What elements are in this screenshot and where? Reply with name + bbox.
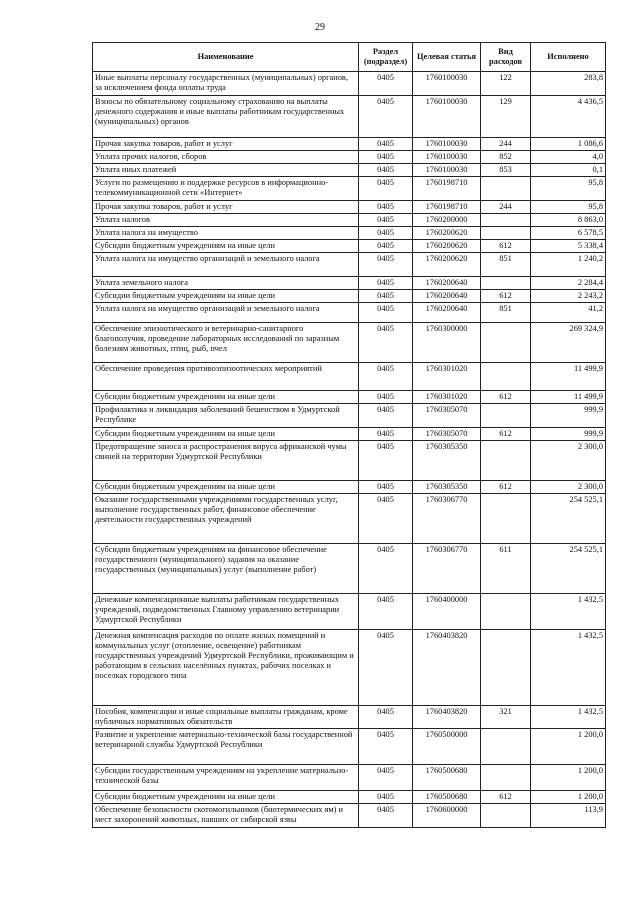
table-row xyxy=(93,363,606,391)
cell-name: Субсидии бюджетным учреждениям на иные цели xyxy=(93,428,359,441)
cell-kind xyxy=(481,323,531,363)
cell-article: 1760300000 xyxy=(413,323,481,363)
table-row xyxy=(93,544,606,594)
cell-executed: 8 863,0 xyxy=(531,214,606,227)
table-row xyxy=(93,404,606,428)
cell-section: 0405 xyxy=(359,240,413,253)
cell-executed: 4,0 xyxy=(531,151,606,164)
cell-article: 1760200620 xyxy=(413,227,481,240)
cell-kind xyxy=(481,729,531,765)
cell-name: Уплата прочих налогов, сборов xyxy=(93,151,359,164)
cell-executed: 1 432,5 xyxy=(531,630,606,706)
cell-executed: 269 324,9 xyxy=(531,323,606,363)
cell-name: Уплата налогов xyxy=(93,214,359,227)
cell-name: Субсидии бюджетным учреждениям на финансовое обеспечение государственного (муниципального) задания на оказание государственных (муниципальных) услуг (выполнение работ) xyxy=(93,544,359,594)
cell-article: 1760100030 xyxy=(413,151,481,164)
cell-name: Предотвращение заноса и распространения вируса африканской чумы свиней на территории Удмуртской Республики xyxy=(93,441,359,481)
cell-name: Услуги по размещению и поддержке ресурсов в информационно-телекоммуникационной сети «Интернет» xyxy=(93,177,359,201)
cell-kind: 612 xyxy=(481,428,531,441)
cell-name: Уплата земельного налога xyxy=(93,277,359,290)
cell-article: 1760200640 xyxy=(413,277,481,290)
cell-article: 1760500000 xyxy=(413,729,481,765)
cell-name: Профилактика и ликвидация заболеваний бешенством в Удмуртской Республике xyxy=(93,404,359,428)
cell-name: Обеспечение проведения противоэпизоотических мероприятий xyxy=(93,363,359,391)
cell-kind: 122 xyxy=(481,72,531,96)
table-row xyxy=(93,323,606,363)
cell-name: Обеспечение эпизоотического и ветеринарно-санитарного благополучия, проведение лабораторных исследований по заразным болезням животных, птиц, рыб, пчел xyxy=(93,323,359,363)
cell-executed: 254 525,1 xyxy=(531,494,606,544)
page-number: 29 xyxy=(315,22,325,33)
cell-article: 1760198710 xyxy=(413,201,481,214)
cell-section: 0405 xyxy=(359,391,413,404)
table-row xyxy=(93,706,606,729)
cell-executed: 283,8 xyxy=(531,72,606,96)
cell-kind: 321 xyxy=(481,706,531,729)
cell-kind xyxy=(481,494,531,544)
cell-kind xyxy=(481,404,531,428)
cell-kind: 612 xyxy=(481,391,531,404)
cell-name: Субсидии бюджетным учреждениям на иные цели xyxy=(93,391,359,404)
cell-kind xyxy=(481,363,531,391)
cell-executed: 95,8 xyxy=(531,177,606,201)
table-row xyxy=(93,428,606,441)
cell-section: 0405 xyxy=(359,791,413,804)
cell-article: 1760100030 xyxy=(413,72,481,96)
cell-executed: 11 499,9 xyxy=(531,391,606,404)
cell-executed: 1 200,0 xyxy=(531,729,606,765)
cell-name: Прочая закупка товаров, работ и услуг xyxy=(93,201,359,214)
table-header-row xyxy=(93,43,606,72)
header-kind: Вид расходов xyxy=(481,43,531,72)
cell-article: 1760305350 xyxy=(413,441,481,481)
cell-executed: 2 284,4 xyxy=(531,277,606,290)
cell-executed: 41,2 xyxy=(531,303,606,323)
cell-article: 1760200620 xyxy=(413,253,481,277)
cell-executed: 1 432,5 xyxy=(531,594,606,630)
cell-name: Уплата налога на имущество организаций и земельного налога xyxy=(93,303,359,323)
cell-kind xyxy=(481,804,531,828)
cell-executed: 11 499,9 xyxy=(531,363,606,391)
cell-kind xyxy=(481,177,531,201)
table-row xyxy=(93,214,606,227)
table-row xyxy=(93,391,606,404)
cell-section: 0405 xyxy=(359,594,413,630)
cell-kind xyxy=(481,594,531,630)
cell-name: Обеспечение безопасности скотомогильников (биотермических ям) и мест захоронений животных, павших от сибирской язвы xyxy=(93,804,359,828)
cell-name: Субсидии бюджетным учреждениям на иные цели xyxy=(93,240,359,253)
cell-article: 1760305070 xyxy=(413,404,481,428)
cell-kind: 129 xyxy=(481,96,531,138)
cell-article: 1760200620 xyxy=(413,240,481,253)
cell-kind: 612 xyxy=(481,481,531,494)
table-row xyxy=(93,441,606,481)
cell-kind: 244 xyxy=(481,201,531,214)
cell-name: Субсидии бюджетным учреждениям на иные цели xyxy=(93,481,359,494)
cell-section: 0405 xyxy=(359,765,413,791)
cell-executed: 0,1 xyxy=(531,164,606,177)
cell-executed: 6 578,5 xyxy=(531,227,606,240)
cell-section: 0405 xyxy=(359,151,413,164)
cell-kind xyxy=(481,630,531,706)
cell-executed: 1 086,6 xyxy=(531,138,606,151)
table-row xyxy=(93,630,606,706)
cell-section: 0405 xyxy=(359,290,413,303)
cell-name: Денежные компенсационные выплаты работникам государственных учреждений, подведомственных Главному управлению ветеринарии Удмуртской Республики xyxy=(93,594,359,630)
cell-name: Субсидии бюджетным учреждениям на иные цели xyxy=(93,290,359,303)
cell-executed: 95,8 xyxy=(531,201,606,214)
cell-article: 1760305350 xyxy=(413,481,481,494)
cell-kind xyxy=(481,765,531,791)
cell-kind xyxy=(481,214,531,227)
cell-executed: 2 300,0 xyxy=(531,481,606,494)
cell-name: Пособия, компенсации и иные социальные выплаты гражданам, кроме публичных нормативных обязательств xyxy=(93,706,359,729)
cell-name: Развитие и укрепление материально-технической базы государственной ветеринарной службы Удмуртской Республики xyxy=(93,729,359,765)
cell-section: 0405 xyxy=(359,494,413,544)
cell-section: 0405 xyxy=(359,72,413,96)
cell-section: 0405 xyxy=(359,729,413,765)
cell-article: 1760305070 xyxy=(413,428,481,441)
cell-article: 1760200000 xyxy=(413,214,481,227)
table-row xyxy=(93,290,606,303)
cell-article: 1760200640 xyxy=(413,303,481,323)
cell-article: 1760301020 xyxy=(413,391,481,404)
cell-section: 0405 xyxy=(359,630,413,706)
table-row xyxy=(93,804,606,828)
cell-section: 0405 xyxy=(359,481,413,494)
cell-section: 0405 xyxy=(359,201,413,214)
cell-section: 0405 xyxy=(359,164,413,177)
cell-executed: 113,9 xyxy=(531,804,606,828)
table-row xyxy=(93,494,606,544)
cell-executed: 1 432,5 xyxy=(531,706,606,729)
cell-name: Денежная компенсация расходов по оплате жилых помещений и коммунальных услуг (отопление, освещение) работникам государственных учреждений Удмуртской Республики, проживающим и работающим в сельских населённых пунктах, рабочих поселках и поселках городского типа xyxy=(93,630,359,706)
cell-name: Уплата иных платежей xyxy=(93,164,359,177)
cell-kind: 851 xyxy=(481,253,531,277)
table-row xyxy=(93,96,606,138)
cell-kind: 853 xyxy=(481,164,531,177)
cell-kind: 612 xyxy=(481,290,531,303)
cell-name: Прочая закупка товаров, работ и услуг xyxy=(93,138,359,151)
table-row xyxy=(93,303,606,323)
table-row xyxy=(93,277,606,290)
cell-section: 0405 xyxy=(359,214,413,227)
table-row xyxy=(93,227,606,240)
cell-name: Уплата налога на имущество организаций и земельного налога xyxy=(93,253,359,277)
cell-section: 0405 xyxy=(359,303,413,323)
budget-table xyxy=(92,42,606,828)
cell-name: Оказание государственными учреждениями государственных услуг, выполнение государственных работ, финансовое обеспечение деятельности государственных учреждений xyxy=(93,494,359,544)
cell-article: 1760198710 xyxy=(413,177,481,201)
cell-kind: 612 xyxy=(481,791,531,804)
table-row xyxy=(93,765,606,791)
header-article: Целевая статья xyxy=(413,43,481,72)
cell-kind xyxy=(481,441,531,481)
cell-executed: 1 240,2 xyxy=(531,253,606,277)
cell-article: 1760100030 xyxy=(413,96,481,138)
cell-name: Субсидии государственным учреждениям на укрепление материально-технической базы xyxy=(93,765,359,791)
cell-section: 0405 xyxy=(359,706,413,729)
cell-article: 1760403820 xyxy=(413,630,481,706)
cell-executed: 2 243,2 xyxy=(531,290,606,303)
header-section: Раздел (подраздел) xyxy=(359,43,413,72)
cell-section: 0405 xyxy=(359,323,413,363)
table-row xyxy=(93,240,606,253)
table-row xyxy=(93,201,606,214)
cell-article: 1760600000 xyxy=(413,804,481,828)
cell-kind: 851 xyxy=(481,303,531,323)
cell-name: Субсидии бюджетным учреждениям на иные цели xyxy=(93,791,359,804)
cell-section: 0405 xyxy=(359,253,413,277)
cell-article: 1760500680 xyxy=(413,765,481,791)
cell-section: 0405 xyxy=(359,441,413,481)
cell-article: 1760200640 xyxy=(413,290,481,303)
table-row xyxy=(93,481,606,494)
cell-name: Иные выплаты персоналу государственных (муниципальных) органов, за исключением фонда оплаты труда xyxy=(93,72,359,96)
cell-kind: 244 xyxy=(481,138,531,151)
table-body xyxy=(93,72,606,828)
cell-kind xyxy=(481,227,531,240)
cell-article: 1760100030 xyxy=(413,138,481,151)
cell-section: 0405 xyxy=(359,804,413,828)
cell-kind xyxy=(481,277,531,290)
cell-article: 1760306770 xyxy=(413,494,481,544)
table-row xyxy=(93,164,606,177)
cell-article: 1760306770 xyxy=(413,544,481,594)
cell-article: 1760403820 xyxy=(413,706,481,729)
table-row xyxy=(93,791,606,804)
cell-executed: 1 200,0 xyxy=(531,765,606,791)
cell-section: 0405 xyxy=(359,138,413,151)
table-row xyxy=(93,177,606,201)
cell-article: 1760100030 xyxy=(413,164,481,177)
cell-section: 0405 xyxy=(359,96,413,138)
cell-executed: 999,9 xyxy=(531,404,606,428)
cell-name: Взносы по обязательному социальному страхованию на выплаты денежного содержания и иные выплаты работникам государственных (муниципальных) органов xyxy=(93,96,359,138)
cell-executed: 254 525,1 xyxy=(531,544,606,594)
cell-article: 1760301020 xyxy=(413,363,481,391)
cell-kind: 611 xyxy=(481,544,531,594)
cell-name: Уплата налога на имущество xyxy=(93,227,359,240)
cell-article: 1760500680 xyxy=(413,791,481,804)
cell-section: 0405 xyxy=(359,404,413,428)
header-executed: Исполнено xyxy=(531,43,606,72)
header-name: Наименование xyxy=(93,43,359,72)
cell-executed: 999,9 xyxy=(531,428,606,441)
table-row xyxy=(93,151,606,164)
table-row xyxy=(93,594,606,630)
table-row xyxy=(93,72,606,96)
cell-kind: 612 xyxy=(481,240,531,253)
cell-section: 0405 xyxy=(359,177,413,201)
cell-executed: 5 338,4 xyxy=(531,240,606,253)
cell-section: 0405 xyxy=(359,363,413,391)
table-row xyxy=(93,138,606,151)
cell-section: 0405 xyxy=(359,428,413,441)
cell-section: 0405 xyxy=(359,544,413,594)
cell-section: 0405 xyxy=(359,277,413,290)
cell-article: 1760400000 xyxy=(413,594,481,630)
cell-section: 0405 xyxy=(359,227,413,240)
cell-executed: 1 200,0 xyxy=(531,791,606,804)
table-row xyxy=(93,729,606,765)
table-row xyxy=(93,253,606,277)
cell-executed: 2 300,0 xyxy=(531,441,606,481)
cell-kind: 852 xyxy=(481,151,531,164)
cell-executed: 4 436,5 xyxy=(531,96,606,138)
